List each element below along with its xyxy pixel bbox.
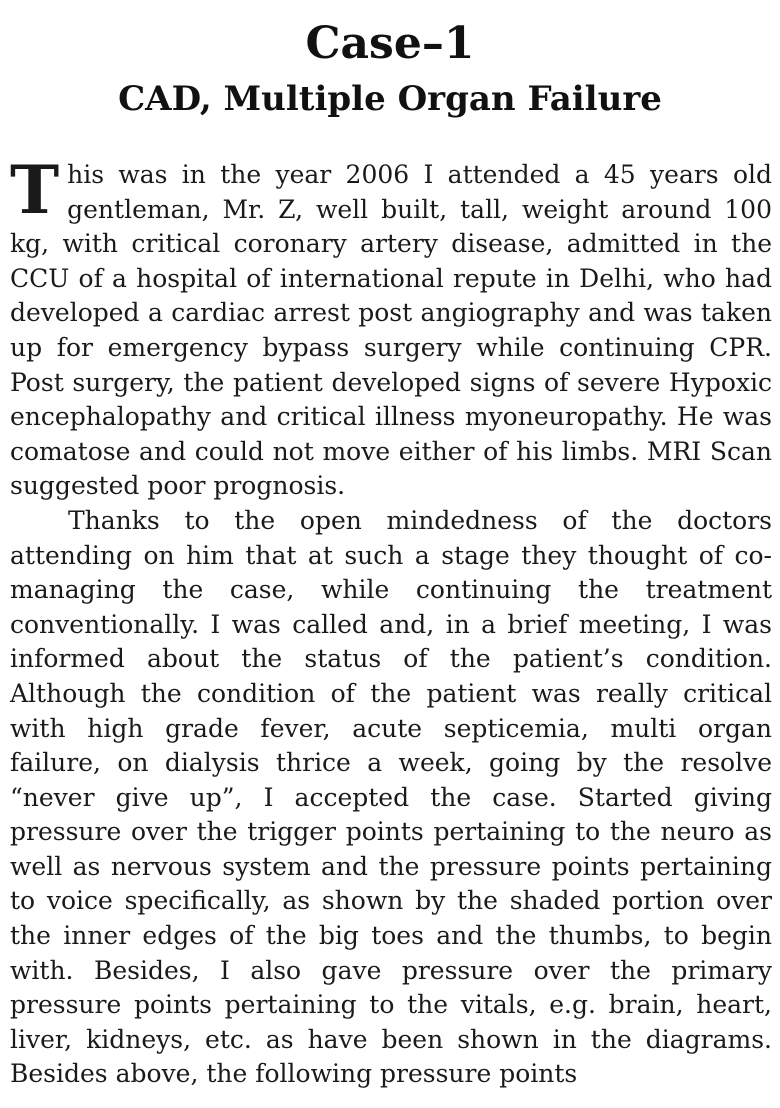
body-text	[10, 151, 772, 1092]
paragraph-1-text: his was in the year 2006 I attended a 45 years old gentleman, Mr. Z, well built, tall, weight around 100 kg, with critical coronary artery disease, admitted in the CCU of a hospital of international repute in Delhi, who had developed a cardiac arrest post angiography and was taken up for emergency bypass surgery while continuing CPR. Post surgery, the patient developed signs of severe Hypoxic encephalopathy and critical illness myoneuropathy. He was comatose and could not move either of his limbs. MRI Scan suggested poor prognosis.	[10, 160, 772, 501]
case-title-heading: CAD, Multiple Organ Failure	[118, 79, 662, 119]
case-number-heading: Case–1	[305, 18, 475, 69]
drop-cap: T	[10, 151, 60, 229]
paragraph-1	[10, 151, 772, 504]
paragraph-2: Thanks to the open mindedness of the doctors attending on him that at such a stage they thought of co-managing the case, while continuing the treatment conventionally. I was called and, in a brief meeting, I was informed about the status of the patient’s condition. Although the condition of the patient was really critical with high grade fever, acute septicemia, multi organ failure, on dialysis thrice a week, going by the resolve “never give up”, I accepted the case. Started giving pressure over the trigger points pertaining to the neuro as well as nervous system and the pressure points pertaining to voice specifically, as shown by the shaded portion over the inner edges of the big toes and the thumbs, to begin with. Besides, I also gave pressure over the primary pressure points pertaining to the vitals, e.g. brain, heart, liver, kidneys, etc. as have been shown in the diagrams. Besides above, the following pressure points	[10, 505, 772, 1089]
